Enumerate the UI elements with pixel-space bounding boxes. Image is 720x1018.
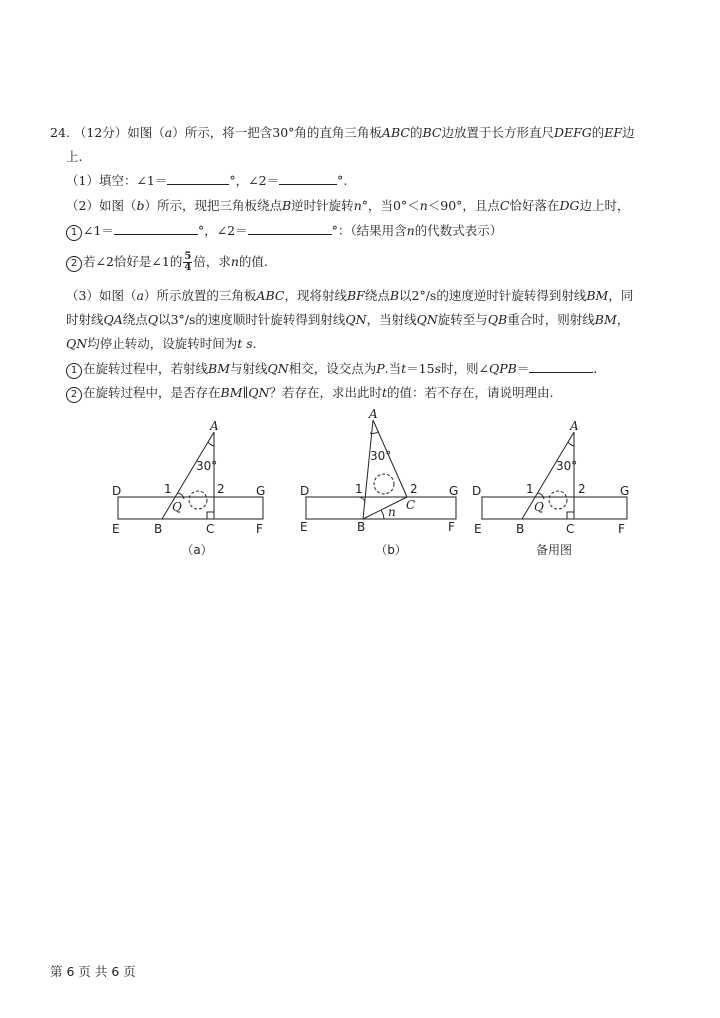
label-B: B xyxy=(154,522,163,536)
triangle-side-ab xyxy=(363,420,373,519)
answer-blank-angle1[interactable] xyxy=(167,172,229,185)
question-24-intro-cont: 上. xyxy=(66,149,83,164)
label-G: G xyxy=(256,484,266,498)
circled-number: 1 xyxy=(66,225,82,241)
dashed-circle xyxy=(374,474,394,494)
label-2: 2 xyxy=(217,482,225,496)
label-E: E xyxy=(474,522,482,536)
angle-arc-30 xyxy=(208,442,214,446)
circled-number: 2 xyxy=(66,387,82,403)
circled-number: 1 xyxy=(66,363,82,379)
part-2: （2）如图（b）所示，现把三角板绕点B逆时针旋转n°，当0°＜n＜90°，且点C恰好落在DG边上时， xyxy=(66,198,630,213)
part-2-ii: 2 若∠2恰好是∠1的 $\frac{5}{4}$ 倍，求n的值. xyxy=(66,252,268,273)
label-B: B xyxy=(516,522,525,536)
triangle-side-ab xyxy=(162,432,214,519)
label-1: 1 xyxy=(355,482,363,496)
angle-arc-1 xyxy=(538,493,544,499)
angle-arc-30 xyxy=(568,442,574,446)
answer-blank-angle2[interactable] xyxy=(279,172,337,185)
label-2: 2 xyxy=(410,482,418,496)
caption-spare: 备用图 xyxy=(535,543,572,557)
label-30: 30° xyxy=(556,459,578,473)
figure-b xyxy=(296,406,466,540)
label-30: 30° xyxy=(196,459,218,473)
answer-blank-angle-qpb[interactable] xyxy=(529,360,593,373)
page-footer: 第 6 页 共 6 页 xyxy=(50,964,136,979)
label-F: F xyxy=(256,522,263,536)
dashed-circle xyxy=(549,491,567,509)
angle-arc-n xyxy=(381,510,384,519)
label-30: 30° xyxy=(370,449,392,463)
figure-spare xyxy=(470,420,640,540)
answer-blank-2i-angle1[interactable] xyxy=(114,222,198,235)
angle-arc-1 xyxy=(178,493,184,499)
dashed-circle xyxy=(189,491,207,509)
label-D: D xyxy=(300,484,310,498)
label-C: C xyxy=(206,522,215,536)
caption-a: （a） xyxy=(181,543,213,557)
answer-blank-2i-angle2[interactable] xyxy=(248,222,332,235)
figure-a xyxy=(108,420,278,540)
triangle-side-bc xyxy=(363,497,407,519)
part-3: （3）如图（a）所示放置的三角板ABC，现将射线BF绕点B以2°/s的速度逆时针旋转得到射线BM，同 xyxy=(66,288,634,303)
label-A: A xyxy=(570,420,579,433)
question-24-intro: 24. （12分）如图（a）所示，将一把含30°角的直角三角板ABC的BC边放置于长方形直尺DEFG的EF边 xyxy=(50,125,635,140)
triangle-side-ab xyxy=(522,432,574,519)
label-E: E xyxy=(112,522,120,536)
caption-b: （b） xyxy=(375,543,407,557)
label-F: F xyxy=(448,520,455,534)
label-A: A xyxy=(369,407,378,421)
label-C: C xyxy=(406,498,416,512)
right-angle-mark xyxy=(207,512,214,519)
part-3-i: 1 在旋转过程中，若射线BM与射线QN相交，设交点为P.当t＝15s时，则∠QPB＝ . xyxy=(66,360,597,379)
part-2-i: 1 ∠1＝ °，∠2＝ °：（结果用含n的代数式表示） xyxy=(66,222,502,241)
part-3-line2: 时射线QA绕点Q以3°/s的速度顺时针旋转得到射线QN，当射线QN旋转至与QB重合时，则射线BM， xyxy=(66,312,630,327)
label-G: G xyxy=(620,484,630,498)
ruler-rect xyxy=(306,497,456,519)
angle-arc-30 xyxy=(370,432,378,433)
circled-number: 2 xyxy=(66,256,82,272)
part-3-line3: QN均停止转动，设旋转时间为t s. xyxy=(66,336,257,351)
part-1: （1）填空：∠1＝ °，∠2＝ °. xyxy=(66,173,348,188)
right-angle-mark xyxy=(567,512,574,519)
label-F: F xyxy=(618,522,625,536)
label-n: n xyxy=(388,505,396,519)
label-1: 1 xyxy=(164,482,172,496)
label-G: G xyxy=(449,484,459,498)
label-Q: Q xyxy=(172,500,182,514)
label-B: B xyxy=(357,520,366,534)
part-3-ii: 2 在旋转过程中，是否存在BM∥QN？若存在，求出此时t的值：若不存在，请说明理由. xyxy=(66,384,554,403)
angle-arc-1 xyxy=(359,497,365,502)
label-D: D xyxy=(112,484,122,498)
label-C: C xyxy=(566,522,575,536)
label-A: A xyxy=(210,420,219,433)
fraction-5-4: $\frac{5}{4}$ xyxy=(184,251,192,273)
label-2: 2 xyxy=(578,482,586,496)
ruler-rect xyxy=(118,497,263,519)
label-Q: Q xyxy=(534,500,544,514)
label-1: 1 xyxy=(526,482,534,496)
label-D: D xyxy=(472,484,482,498)
label-E: E xyxy=(300,520,308,534)
